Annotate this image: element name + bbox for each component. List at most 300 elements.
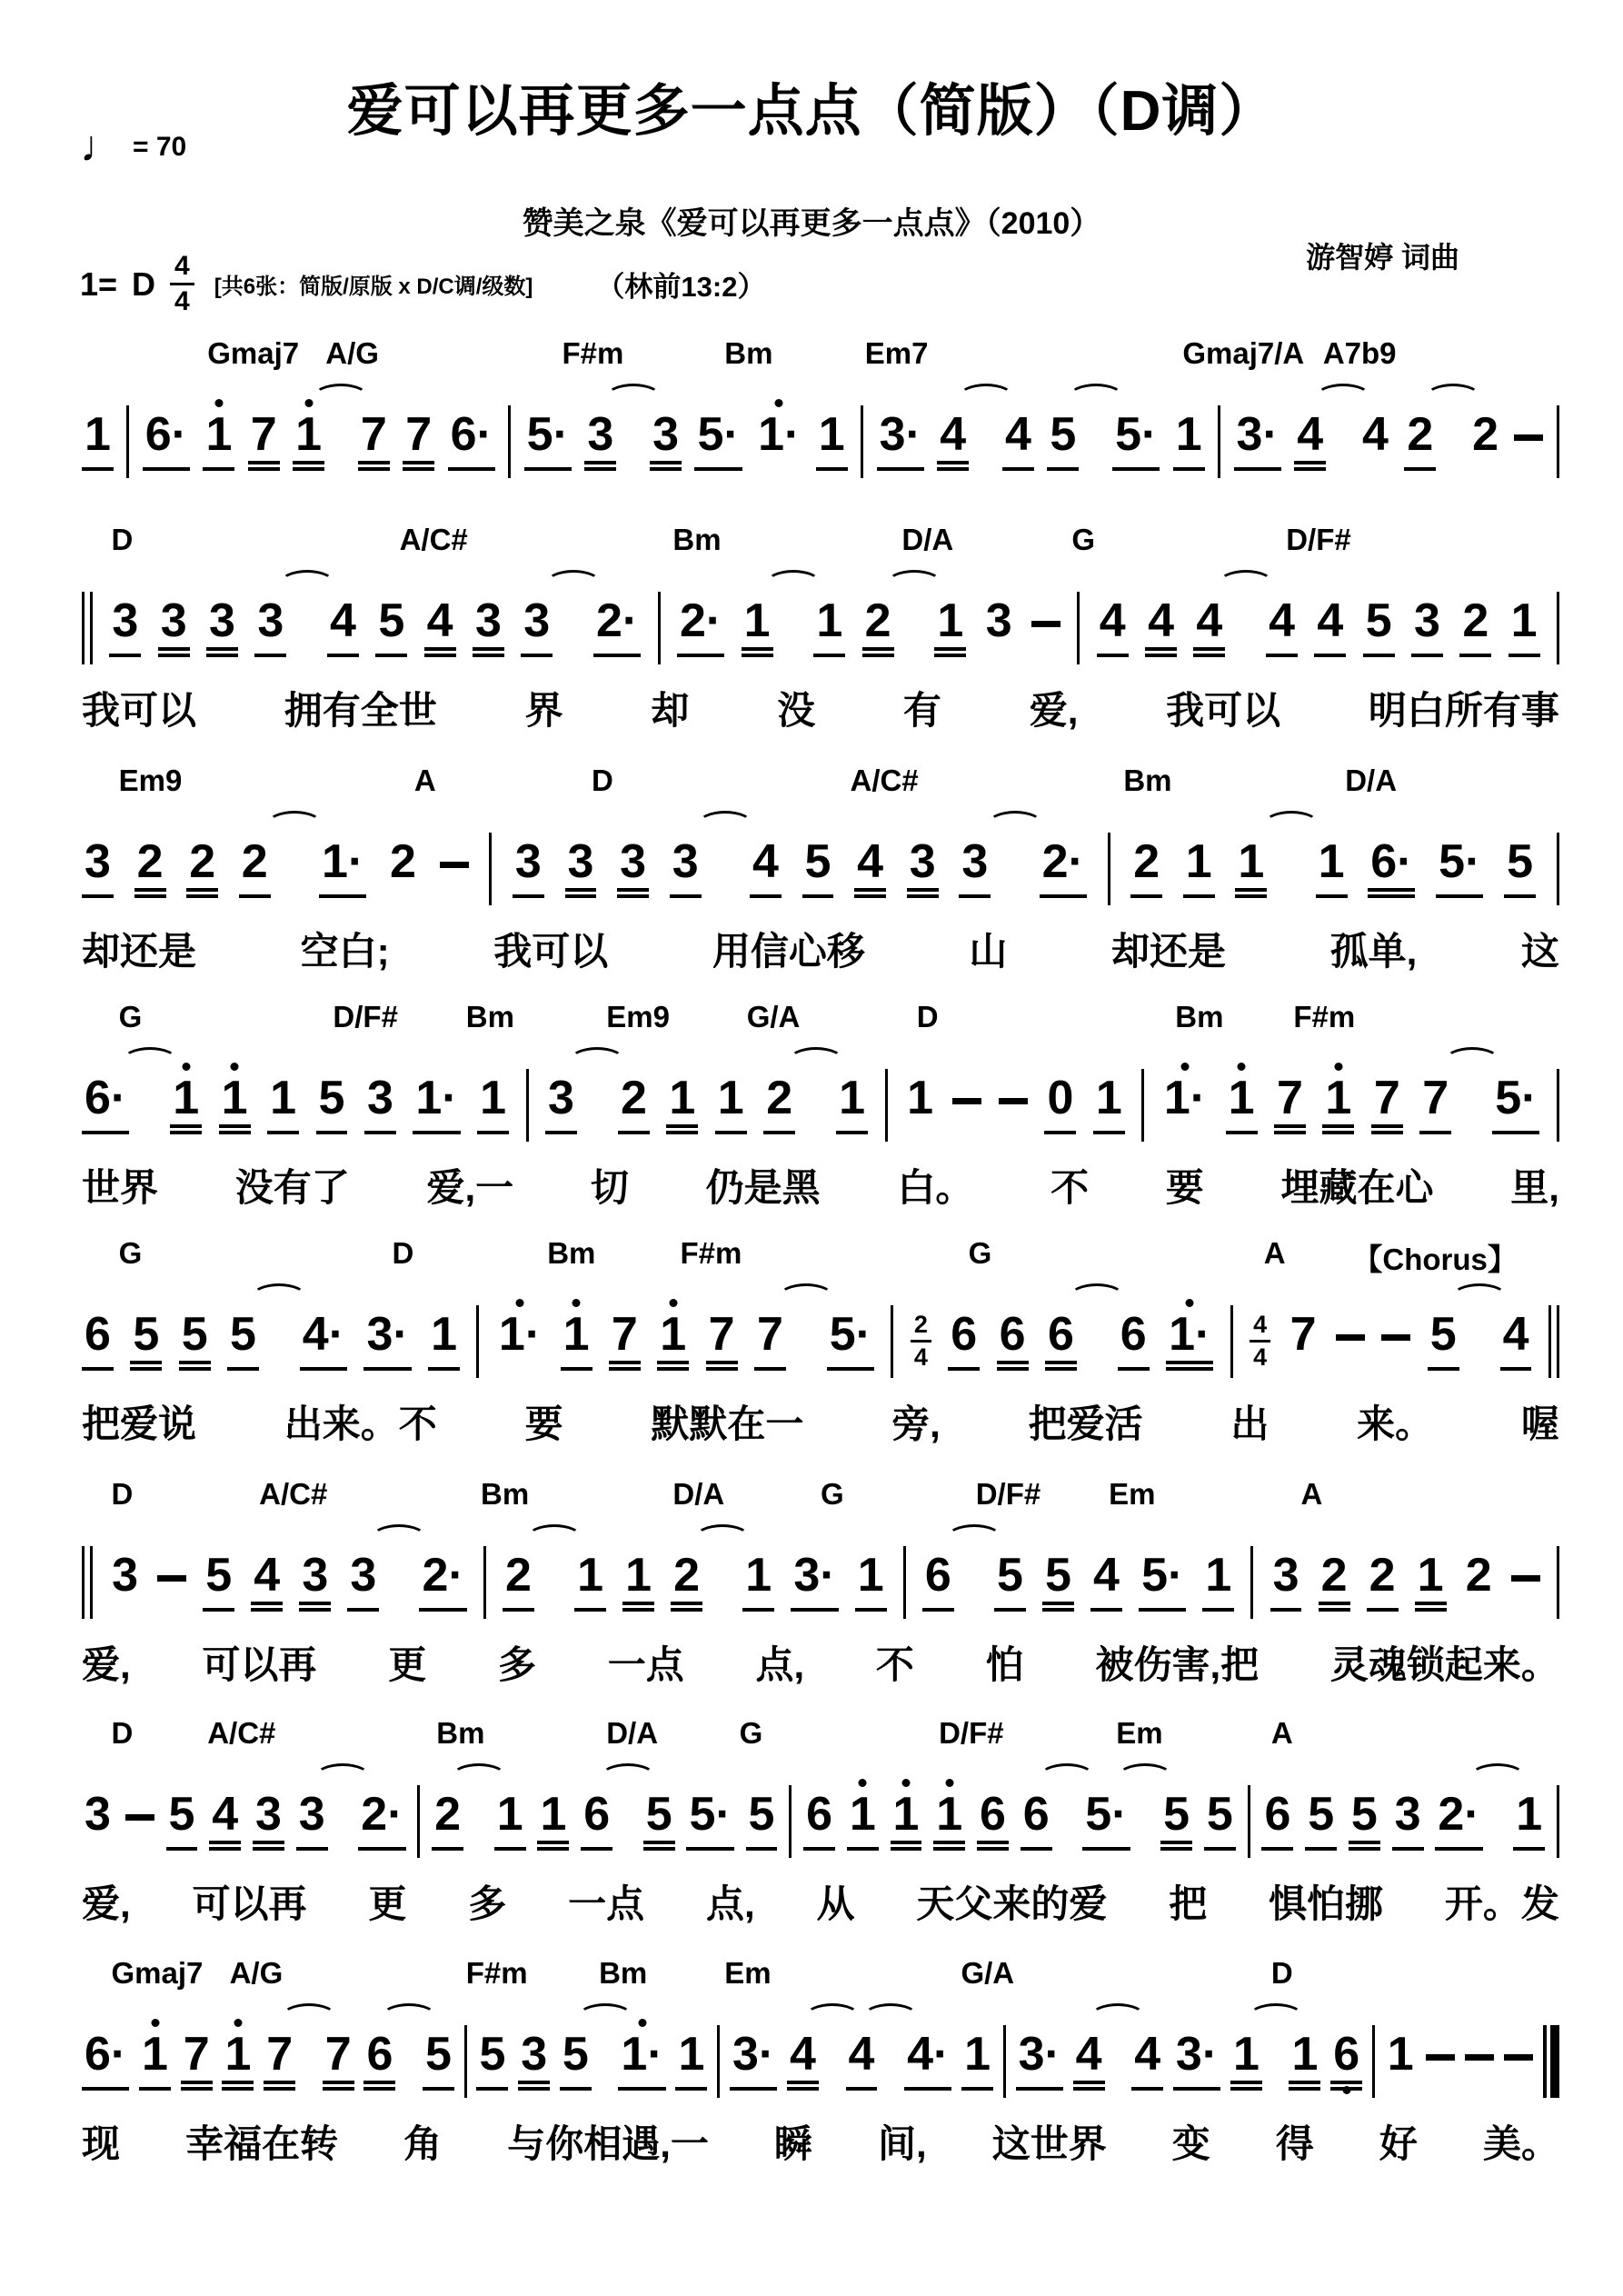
tie-arc [1118, 1763, 1172, 1789]
chord-label: A [1300, 1477, 1323, 1511]
note: 4 [1294, 411, 1326, 471]
note: 6· [448, 411, 495, 471]
system-2 [82, 523, 1559, 735]
note: 1 [561, 1311, 592, 1371]
note: 5 [1042, 1552, 1074, 1612]
note: 5 [1204, 1791, 1236, 1851]
note: 5 [130, 1311, 162, 1371]
note: 2 [432, 1791, 463, 1851]
note: 5 [423, 2031, 454, 2091]
lyric-syllable: 爱,一 [426, 1166, 514, 1209]
edition-note: [共6张：简版/原版 x D/C调/级数] [214, 275, 533, 299]
note: 1 [1093, 1074, 1125, 1134]
note: 2 [134, 838, 166, 898]
note: 6 [581, 1791, 612, 1851]
note: 1 [1415, 1552, 1447, 1612]
scripture-reference: （林前13:2） [596, 271, 766, 303]
tie-arc [123, 1047, 177, 1073]
lyric-syllable: 没 [777, 689, 816, 732]
lyric-syllable: 出来。不 [284, 1403, 437, 1445]
chord-label: Bm [547, 1236, 596, 1270]
note: 3· [877, 411, 924, 471]
chord-label: Bm [465, 1000, 514, 1033]
note: 1 [855, 1552, 887, 1612]
note: 3 [296, 1791, 328, 1851]
note: 1 [1173, 411, 1205, 471]
tie-arc [1470, 1763, 1525, 1789]
note: 5· [827, 1311, 874, 1371]
note: 4 [1145, 597, 1177, 657]
chord-label: F#m [1293, 1000, 1356, 1033]
note: 5 [560, 2031, 592, 2091]
system-5 [82, 1236, 1559, 1449]
chord-label: G [1071, 523, 1096, 556]
note: 6 [997, 1311, 1029, 1371]
note: 5 [203, 1552, 234, 1612]
note: 6 [977, 1791, 1009, 1851]
duration-dash [1514, 434, 1543, 441]
note: 2 [1459, 597, 1491, 657]
time-signature [911, 1313, 931, 1370]
chord-label: D [111, 1477, 134, 1511]
note: 4 [424, 597, 456, 657]
chord-label: Bm [672, 523, 722, 556]
note: 3 [545, 1074, 577, 1134]
lyric-syllable: 要 [524, 1403, 563, 1445]
barline [891, 1305, 893, 1378]
note: 1 [836, 1074, 868, 1134]
note: 1 [219, 1074, 251, 1134]
note: 1 [139, 2031, 171, 2091]
tie-arc [1069, 384, 1123, 409]
note: 1 [1183, 838, 1215, 898]
time-signature [1250, 1313, 1270, 1370]
chord-label: D [591, 764, 613, 797]
duration-dash [125, 1814, 154, 1821]
lyric-syllable: 这 [1520, 930, 1559, 973]
note: 4 [1193, 597, 1225, 657]
duration-dash [1381, 1334, 1410, 1341]
note: 2 [186, 838, 218, 898]
song-subtitle: 赞美之泉《爱可以再更多一点点》（2010） [522, 206, 1101, 241]
note: 5 [1349, 1791, 1380, 1851]
lyrics-row [82, 1158, 1559, 1213]
lyric-syllable: 白。 [897, 1166, 974, 1209]
note: 1 [891, 1791, 922, 1851]
chord-label: D/A [606, 1716, 659, 1750]
duration-dash [1465, 2054, 1494, 2061]
tie-arc [1316, 384, 1370, 409]
chord-row [82, 764, 1559, 807]
note: 1· [496, 1311, 543, 1371]
note: 3 [565, 838, 597, 898]
chord-label: F#m [465, 1956, 528, 1990]
note: 3 [473, 597, 504, 657]
note: 4 [1500, 1311, 1532, 1371]
note: 1 [477, 1074, 509, 1134]
chord-label: Bm [481, 1477, 530, 1511]
note: 7 [403, 411, 434, 471]
lyric-syllable: 好 [1379, 2122, 1418, 2165]
lyric-syllable: 更 [388, 1643, 427, 1686]
note: 1 [961, 2031, 993, 2091]
chord-row [82, 336, 1559, 380]
note: 2· [1435, 1791, 1482, 1851]
note: 3 [518, 2031, 550, 2091]
note: 1 [1322, 1074, 1354, 1134]
note: 3 [907, 838, 939, 898]
note: 1· [618, 2031, 665, 2091]
note: 1 [1289, 2031, 1320, 2091]
note: 1 [574, 1552, 606, 1612]
chord-row [82, 1477, 1559, 1521]
lyrics-row [82, 681, 1559, 735]
tie-arc [959, 384, 1013, 409]
tie-arc [280, 570, 334, 595]
note: 1 [1513, 1791, 1545, 1851]
note: 1 [1316, 838, 1348, 898]
note: 4 [251, 1552, 283, 1612]
note: 4 [1073, 2031, 1105, 2091]
system-8 [82, 1956, 1559, 2169]
chord-label: A/C# [259, 1477, 328, 1511]
note: 3 [109, 597, 141, 657]
tie-arc [1452, 1283, 1507, 1309]
lyric-syllable: 一点 [607, 1643, 684, 1686]
lyric-syllable: 山 [969, 930, 1008, 973]
note: 5 [1305, 1791, 1337, 1851]
barline [1372, 2025, 1375, 2098]
note: 5 [227, 1311, 259, 1371]
note: 5· [1492, 1074, 1539, 1134]
chord-label: A/G [325, 336, 379, 370]
lyric-syllable: 一点 [568, 1882, 645, 1925]
note: 7 [248, 411, 280, 471]
lyric-syllable: 从 [816, 1882, 855, 1925]
barline [526, 1069, 529, 1142]
note: 1 [816, 411, 848, 471]
tie-arc [1249, 2003, 1303, 2029]
note: 3· [730, 2031, 777, 2091]
chord-label: F#m [680, 1236, 742, 1270]
chord-row [82, 1236, 1559, 1280]
lyric-syllable: 界 [524, 689, 563, 732]
chord-label: D/F# [975, 1477, 1041, 1511]
note: 5 [1160, 1791, 1192, 1851]
barline [417, 1785, 420, 1858]
system-4 [82, 1000, 1559, 1213]
chord-label: G/A [746, 1000, 801, 1033]
chord-row [82, 1000, 1559, 1043]
song-title: 爱可以再更多一点点（简版）（D调） [346, 80, 1277, 143]
note: 2 [503, 1552, 534, 1612]
note: 3 [254, 597, 286, 657]
chord-label: A/C# [850, 764, 919, 797]
note: 6 [1261, 1791, 1293, 1851]
lyric-syllable: 被伤害,把 [1095, 1643, 1260, 1686]
note: 1 [82, 411, 114, 471]
note: 5 [802, 838, 834, 898]
note: 3 [1392, 1791, 1424, 1851]
time-denominator: 4 [174, 286, 190, 316]
chord-label: Em9 [118, 764, 183, 797]
lyric-syllable: 用信心移 [712, 930, 865, 973]
lyric-syllable: 点, [755, 1643, 805, 1686]
note: 3 [521, 597, 553, 657]
system-6 [82, 1477, 1559, 1690]
chord-label: Bm [599, 1956, 648, 1990]
note: 5· [524, 411, 572, 471]
lyric-syllable: 与你相遇,一 [507, 2122, 709, 2165]
chord-label: Gmaj7 [207, 336, 300, 370]
note: 1 [537, 1791, 569, 1851]
lyric-syllable: 多 [497, 1643, 536, 1686]
lyric-syllable: 出 [1230, 1403, 1270, 1445]
lyric-syllable: 来。 [1357, 1403, 1434, 1445]
note: 6 [1330, 2031, 1362, 2091]
tie-arc [315, 1763, 370, 1789]
note: 5 [1428, 1311, 1459, 1371]
tie-arc [1040, 1763, 1094, 1789]
note: 3· [1234, 411, 1281, 471]
note: 6 [1045, 1311, 1077, 1371]
lyric-syllable: 喔 [1520, 1403, 1559, 1445]
note: 3 [985, 594, 1012, 647]
chord-label: A [1263, 1236, 1286, 1270]
note: 0 [1044, 1074, 1076, 1134]
note: 7 [1419, 1074, 1451, 1134]
note: 3 [253, 1791, 284, 1851]
chord-label: D [1270, 1956, 1293, 1990]
note: 4 [1097, 597, 1129, 657]
system-7 [82, 1716, 1559, 1929]
note: 1 [203, 411, 234, 471]
system-1 [82, 336, 1559, 487]
note: 7 [1289, 1308, 1317, 1361]
barline [483, 1546, 486, 1619]
note: 1 [293, 411, 324, 471]
note: 1· [319, 838, 366, 898]
note: 3· [363, 1311, 411, 1371]
tie-arc [887, 570, 941, 595]
duration-dash [1336, 1334, 1365, 1341]
note: 1 [1235, 838, 1267, 898]
note: 5· [686, 1791, 733, 1851]
chord-label: A7b9 [1322, 336, 1397, 370]
tie-arc [372, 1524, 426, 1550]
lyric-syllable: 却还是 [82, 930, 197, 973]
barline [861, 405, 863, 478]
chord-label: A/C# [399, 523, 468, 556]
barline [1557, 1546, 1559, 1619]
lyric-syllable: 多 [468, 1882, 507, 1925]
chord-label: G [968, 1236, 992, 1270]
lyric-syllable: 我可以 [1166, 689, 1281, 732]
lyric-syllable: 里, [1510, 1166, 1559, 1209]
note: 1 [933, 1791, 965, 1851]
lyric-syllable: 把爱说 [82, 1403, 197, 1445]
chord-label: D [916, 1000, 939, 1033]
time-signature-main [170, 253, 194, 315]
lyric-syllable: 我可以 [82, 689, 197, 732]
lyric-syllable: 埋藏在心 [1280, 1166, 1434, 1209]
lyric-syllable: 不 [875, 1643, 914, 1686]
chord-label: A/G [229, 1956, 284, 1990]
chord-label: Gmaj7 [111, 1956, 204, 1990]
chord-label: D/F# [1286, 523, 1351, 556]
key-prefix: 1= [80, 265, 118, 303]
note: 5 [375, 597, 407, 657]
chord-label: Bm [724, 336, 773, 370]
note: 4 [1314, 597, 1346, 657]
notes-row [82, 380, 1559, 487]
chord-label: D/F# [333, 1000, 398, 1033]
chord-label: Bm [1123, 764, 1172, 797]
note: 5 [1047, 411, 1079, 471]
tempo-value: = 70 [133, 132, 187, 162]
tie-arc [805, 2003, 860, 2029]
note: 6 [1021, 1791, 1052, 1851]
lyric-syllable: 我可以 [493, 930, 609, 973]
chord-label: Em9 [606, 1000, 670, 1033]
note: 2· [677, 597, 724, 657]
chord-label: D/A [901, 523, 954, 556]
barline [126, 405, 129, 478]
key-signature-row [80, 253, 765, 315]
note: 1 [1387, 2028, 1414, 2081]
note: 5 [316, 1074, 348, 1134]
note: 3 [959, 838, 991, 898]
system-3 [82, 764, 1559, 976]
chord-label: A [413, 764, 436, 797]
duration-dash [1504, 2054, 1533, 2061]
note: 6 [922, 1552, 954, 1612]
note: 4 [787, 2031, 819, 2091]
note: 7 [358, 411, 390, 471]
note: 1· [1161, 1074, 1209, 1134]
note: 5· [1436, 838, 1483, 898]
note: 3· [1173, 2031, 1220, 2091]
composer-credit: 游智婷 词曲 [1306, 241, 1459, 274]
duration-dash [157, 1575, 186, 1582]
lyrics-row [82, 2114, 1559, 2169]
note: 1 [170, 1074, 202, 1134]
duration-dash [440, 862, 469, 868]
note: 4 [1361, 408, 1389, 461]
note: 6 [82, 1311, 114, 1371]
note: 2 [862, 597, 894, 657]
lyric-syllable: 明白所有事 [1368, 689, 1559, 732]
tie-arc [1426, 384, 1480, 409]
lyric-syllable: 爱, [82, 1882, 131, 1925]
note: 1 [813, 597, 845, 657]
duration-dash [952, 1098, 981, 1104]
barline [1108, 833, 1110, 905]
notes-row [82, 1280, 1559, 1387]
note: 4 [846, 2031, 878, 2091]
note: 4 [327, 597, 359, 657]
note: 3· [791, 1552, 838, 1612]
barline [903, 1546, 906, 1619]
tie-arc [1219, 570, 1273, 595]
chord-label: F#m [562, 336, 624, 370]
note: 7 [706, 1311, 738, 1371]
double-barline [1548, 1305, 1559, 1378]
chord-label: D [111, 1716, 134, 1750]
barline [1230, 1305, 1233, 1378]
note: 1 [742, 597, 773, 657]
note: 3 [206, 597, 238, 657]
note: 6 [948, 1311, 980, 1371]
key-letter: D [132, 265, 156, 303]
note: 1 [222, 2031, 254, 2091]
tie-arc [863, 2003, 918, 2029]
lyric-syllable: 这世界 [991, 2122, 1107, 2165]
tie-arc [1090, 2003, 1145, 2029]
note: 5 [746, 1791, 778, 1851]
chord-label: Em [1116, 1716, 1163, 1750]
note: 4· [300, 1311, 347, 1371]
chord-label: G [118, 1236, 143, 1270]
barline [885, 1069, 888, 1142]
note: 5 [1504, 838, 1536, 898]
tie-arc [698, 811, 752, 836]
tie-arc [570, 1047, 624, 1073]
note: 7 [1371, 1074, 1403, 1134]
chord-label: A/C# [207, 1716, 276, 1750]
lyric-syllable: 有 [902, 689, 941, 732]
chord-label: G [821, 1477, 844, 1511]
note: 4 [209, 1791, 241, 1851]
lyric-syllable: 不 [1050, 1166, 1090, 1209]
double-barline [82, 1546, 93, 1619]
note: 7 [181, 2031, 213, 2091]
lyric-syllable: 开。发 [1444, 1882, 1559, 1925]
tie-arc [527, 1524, 582, 1550]
note: 6 [803, 1791, 835, 1851]
lyrics-row [82, 1635, 1559, 1690]
lyric-syllable: 可以再 [192, 1882, 307, 1925]
note: 1 [428, 1311, 460, 1371]
note: 4 [750, 838, 782, 898]
note: 3 [513, 838, 544, 898]
quarter-note-icon: ♩ [80, 123, 124, 171]
note: 1· [1166, 1311, 1213, 1371]
note: 7 [754, 1311, 786, 1371]
lyric-syllable: 拥有全世 [284, 689, 437, 732]
tie-arc [779, 1283, 833, 1309]
barline [1557, 592, 1559, 664]
barline [508, 405, 511, 478]
tie-arc [282, 2003, 336, 2029]
note: 3 [584, 411, 616, 471]
note: 1 [267, 1074, 299, 1134]
lyrics-row [82, 1874, 1559, 1929]
chord-label: Gmaj7/A [1182, 336, 1305, 370]
barline [717, 2025, 720, 2098]
lyric-syllable: 得 [1275, 2122, 1314, 2165]
time-numerator: 4 [1250, 1313, 1270, 1343]
lyric-syllable: 要 [1165, 1166, 1204, 1209]
note: 4 [1002, 411, 1034, 471]
duration-dash [1426, 2054, 1455, 2061]
note: 4· [904, 2031, 951, 2091]
tie-arc [695, 1524, 750, 1550]
lyric-syllable: 却还是 [1111, 930, 1227, 973]
tie-arc [947, 1524, 1001, 1550]
note: 2 [1130, 838, 1162, 898]
lyric-syllable: 可以再 [202, 1643, 317, 1686]
